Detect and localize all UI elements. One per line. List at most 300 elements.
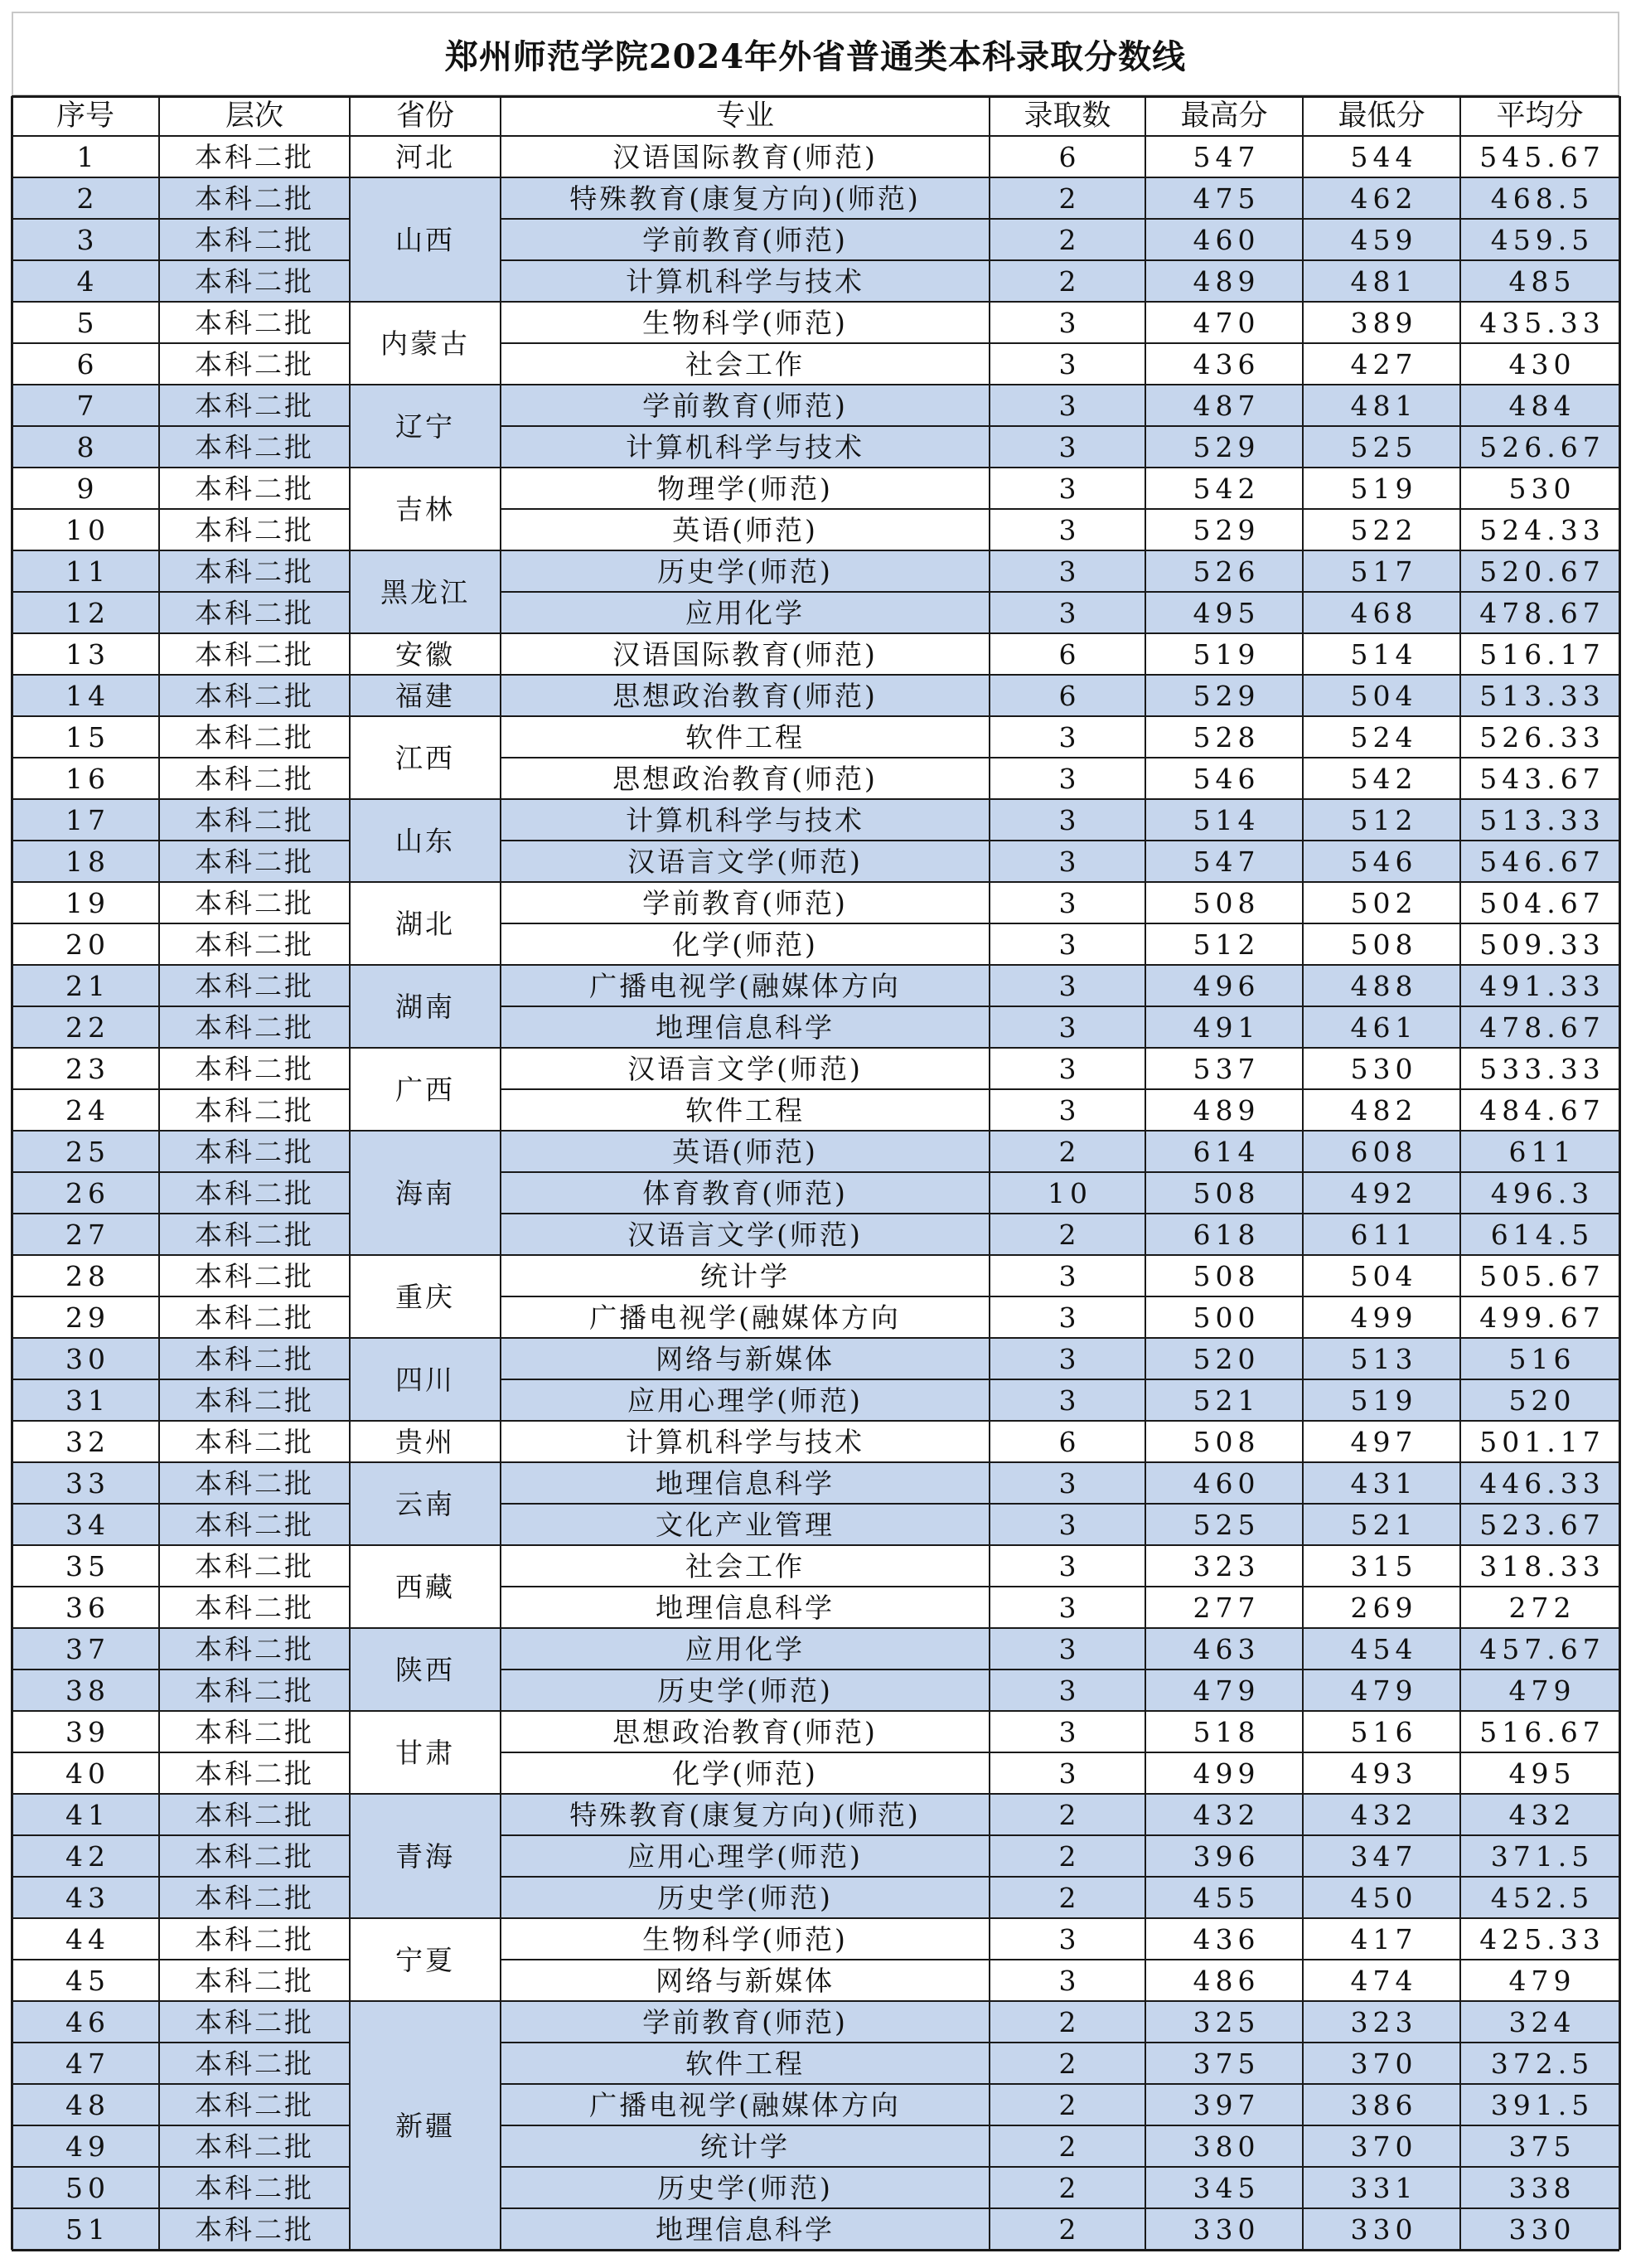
cell-avg-score: 516 [1460, 1338, 1619, 1379]
cell-max-score: 330 [1145, 2208, 1303, 2250]
cell-min-score: 468 [1303, 592, 1460, 633]
grid-line [501, 2125, 1619, 2126]
grid-line [12, 757, 350, 758]
header-min-score: 最低分 [1338, 99, 1425, 133]
cell-max-score: 489 [1145, 260, 1303, 302]
cell-level: 本科二批 [159, 1296, 350, 1338]
cell-min-score: 497 [1303, 1421, 1460, 1462]
cell-level: 本科二批 [159, 1131, 350, 1172]
cell-province: 湖南 [350, 965, 501, 1048]
grid-line [12, 1088, 350, 1090]
cell-admit-count: 2 [990, 2043, 1145, 2084]
cell-major: 学前教育(师范) [501, 385, 990, 426]
cell-admit-count: 2 [990, 219, 1145, 260]
cell-max-score: 529 [1145, 675, 1303, 716]
cell-major: 计算机科学与技术 [501, 1421, 990, 1462]
cell-avg-score: 485 [1460, 260, 1619, 302]
cell-level: 本科二批 [159, 550, 350, 592]
cell-min-score: 544 [1303, 136, 1460, 177]
cell-min-score: 347 [1303, 1835, 1460, 1877]
cell-max-score: 375 [1145, 2043, 1303, 2084]
grid-line [12, 259, 350, 261]
cell-level: 本科二批 [159, 426, 350, 468]
cell-province: 宁夏 [350, 1918, 501, 2001]
cell-seq: 29 [12, 1296, 159, 1338]
cell-province: 陕西 [350, 1628, 501, 1711]
cell-avg-score: 478.67 [1460, 592, 1619, 633]
grid-line [501, 259, 1619, 261]
cell-admit-count: 3 [990, 1048, 1145, 1089]
cell-admit-count: 3 [990, 343, 1145, 385]
page-title: 郑州师范学院2024年外省普通类本科录取分数线 [444, 36, 1187, 76]
grid-line [501, 840, 1619, 841]
cell-max-score: 277 [1145, 1587, 1303, 1628]
grid-line [12, 1213, 350, 1214]
cell-level: 本科二批 [159, 1960, 350, 2001]
cell-level: 本科二批 [159, 758, 350, 799]
cell-major: 思想政治教育(师范) [501, 675, 990, 716]
grid-line [12, 342, 350, 344]
cell-max-score: 542 [1145, 468, 1303, 509]
cell-admit-count: 2 [990, 2208, 1145, 2250]
grid-line [12, 1503, 350, 1505]
cell-seq: 1 [12, 136, 159, 177]
grid-line [12, 1586, 350, 1587]
cell-level: 本科二批 [159, 1794, 350, 1835]
cell-admit-count: 2 [990, 2125, 1145, 2167]
grid-line [1619, 96, 1621, 2250]
cell-major: 广播电视学(融媒体方向 [501, 2084, 990, 2125]
grid-line [12, 840, 350, 841]
cell-admit-count: 2 [990, 260, 1145, 302]
cell-max-score: 508 [1145, 882, 1303, 923]
cell-max-score: 345 [1145, 2167, 1303, 2208]
cell-avg-score: 425.33 [1460, 1918, 1619, 1960]
cell-max-score: 475 [1145, 177, 1303, 219]
cell-min-score: 504 [1303, 675, 1460, 716]
cell-seq: 15 [12, 716, 159, 758]
cell-admit-count: 3 [990, 841, 1145, 882]
cell-max-score: 529 [1145, 426, 1303, 468]
cell-max-score: 495 [1145, 592, 1303, 633]
cell-major: 应用化学 [501, 592, 990, 633]
cell-avg-score: 391.5 [1460, 2084, 1619, 2125]
grid-line [12, 2249, 1619, 2251]
cell-province: 辽宁 [350, 385, 501, 468]
cell-level: 本科二批 [159, 799, 350, 841]
grid-line [12, 467, 1619, 468]
grid-line [12, 1834, 350, 1836]
cell-min-score: 524 [1303, 716, 1460, 758]
cell-seq: 8 [12, 426, 159, 468]
cell-seq: 14 [12, 675, 159, 716]
cell-min-score: 542 [1303, 758, 1460, 799]
grid-line [349, 96, 351, 2250]
cell-avg-score: 457.67 [1460, 1628, 1619, 1670]
cell-avg-score: 318.33 [1460, 1545, 1619, 1587]
cell-avg-score: 330 [1460, 2208, 1619, 2250]
grid-line [12, 1959, 350, 1960]
cell-major: 历史学(师范) [501, 2167, 990, 2208]
cell-seq: 16 [12, 758, 159, 799]
cell-max-score: 528 [1145, 716, 1303, 758]
cell-seq: 7 [12, 385, 159, 426]
grid-line [12, 135, 1619, 137]
cell-min-score: 502 [1303, 882, 1460, 923]
cell-level: 本科二批 [159, 841, 350, 882]
cell-min-score: 315 [1303, 1545, 1460, 1587]
grid-line [12, 1254, 1619, 1256]
cell-level: 本科二批 [159, 592, 350, 633]
cell-admit-count: 3 [990, 385, 1145, 426]
cell-min-score: 519 [1303, 468, 1460, 509]
grid-line [12, 2166, 350, 2168]
cell-admit-count: 3 [990, 1255, 1145, 1296]
cell-avg-score: 459.5 [1460, 219, 1619, 260]
cell-level: 本科二批 [159, 2043, 350, 2084]
cell-major: 文化产业管理 [501, 1504, 990, 1545]
grid-line [12, 1710, 1619, 1712]
cell-max-score: 499 [1145, 1752, 1303, 1794]
cell-admit-count: 3 [990, 1504, 1145, 1545]
grid-line [12, 1420, 1619, 1422]
cell-avg-score: 505.67 [1460, 1255, 1619, 1296]
cell-level: 本科二批 [159, 1835, 350, 1877]
grid-line [1145, 96, 1146, 2250]
title-box [12, 12, 1619, 96]
grid-line [12, 550, 1619, 551]
grid-line [12, 95, 1619, 98]
cell-major: 统计学 [501, 2125, 990, 2167]
cell-admit-count: 3 [990, 1462, 1145, 1504]
cell-min-score: 269 [1303, 1587, 1460, 1628]
cell-level: 本科二批 [159, 1255, 350, 1296]
cell-major: 社会工作 [501, 343, 990, 385]
cell-seq: 42 [12, 1835, 159, 1877]
cell-level: 本科二批 [159, 1089, 350, 1131]
cell-admit-count: 2 [990, 1794, 1145, 1835]
cell-province: 山东 [350, 799, 501, 882]
cell-major: 应用化学 [501, 1628, 990, 1670]
cell-avg-score: 516.67 [1460, 1711, 1619, 1752]
cell-admit-count: 3 [990, 426, 1145, 468]
cell-level: 本科二批 [159, 965, 350, 1006]
cell-admit-count: 2 [990, 2167, 1145, 2208]
cell-seq: 34 [12, 1504, 159, 1545]
cell-level: 本科二批 [159, 2167, 350, 2208]
cell-avg-score: 484.67 [1460, 1089, 1619, 1131]
cell-seq: 9 [12, 468, 159, 509]
cell-province: 四川 [350, 1338, 501, 1421]
grid-line [501, 1586, 1619, 1587]
cell-major: 统计学 [501, 1255, 990, 1296]
cell-level: 本科二批 [159, 1877, 350, 1918]
cell-avg-score: 520 [1460, 1379, 1619, 1421]
cell-admit-count: 2 [990, 2001, 1145, 2043]
cell-admit-count: 3 [990, 1006, 1145, 1048]
cell-admit-count: 3 [990, 550, 1145, 592]
cell-max-score: 486 [1145, 1960, 1303, 2001]
grid-line [12, 881, 1619, 883]
cell-avg-score: 432 [1460, 1794, 1619, 1835]
cell-admit-count: 10 [990, 1172, 1145, 1214]
cell-seq: 13 [12, 633, 159, 675]
cell-max-score: 508 [1145, 1172, 1303, 1214]
cell-major: 汉语国际教育(师范) [501, 136, 990, 177]
grid-line [12, 2083, 350, 2085]
cell-min-score: 474 [1303, 1960, 1460, 2001]
cell-max-score: 546 [1145, 758, 1303, 799]
cell-major: 社会工作 [501, 1545, 990, 1587]
cell-province: 云南 [350, 1462, 501, 1545]
cell-min-score: 521 [1303, 1504, 1460, 1545]
cell-province: 福建 [350, 675, 501, 716]
grid-line [501, 2083, 1619, 2085]
cell-major: 计算机科学与技术 [501, 799, 990, 841]
cell-max-score: 521 [1145, 1379, 1303, 1421]
cell-admit-count: 3 [990, 302, 1145, 343]
cell-min-score: 514 [1303, 633, 1460, 675]
grid-line [12, 964, 1619, 966]
cell-major: 特殊教育(康复方向)(师范) [501, 1794, 990, 1835]
cell-seq: 27 [12, 1214, 159, 1255]
grid-line [12, 591, 350, 593]
cell-major: 特殊教育(康复方向)(师范) [501, 177, 990, 219]
cell-max-score: 526 [1145, 550, 1303, 592]
cell-level: 本科二批 [159, 1918, 350, 1960]
cell-max-score: 514 [1145, 799, 1303, 841]
cell-level: 本科二批 [159, 2084, 350, 2125]
cell-avg-score: 479 [1460, 1960, 1619, 2001]
cell-province: 江西 [350, 716, 501, 799]
grid-line [501, 1379, 1619, 1380]
cell-min-score: 493 [1303, 1752, 1460, 1794]
cell-level: 本科二批 [159, 1545, 350, 1587]
cell-seq: 40 [12, 1752, 159, 1794]
grid-line [12, 632, 1619, 634]
cell-max-score: 479 [1145, 1670, 1303, 1711]
cell-avg-score: 479 [1460, 1670, 1619, 1711]
cell-level: 本科二批 [159, 1338, 350, 1379]
cell-level: 本科二批 [159, 633, 350, 675]
cell-seq: 17 [12, 799, 159, 841]
cell-seq: 19 [12, 882, 159, 923]
cell-level: 本科二批 [159, 675, 350, 716]
cell-max-score: 397 [1145, 2084, 1303, 2125]
grid-line [12, 1669, 350, 1670]
cell-province: 吉林 [350, 468, 501, 550]
cell-seq: 23 [12, 1048, 159, 1089]
cell-major: 体育教育(师范) [501, 1172, 990, 1214]
cell-seq: 30 [12, 1338, 159, 1379]
cell-level: 本科二批 [159, 2208, 350, 2250]
grid-line [989, 96, 990, 2250]
cell-seq: 28 [12, 1255, 159, 1296]
cell-province: 贵州 [350, 1421, 501, 1462]
cell-major: 应用心理学(师范) [501, 1379, 990, 1421]
header-province: 省份 [395, 99, 454, 133]
cell-avg-score: 530 [1460, 468, 1619, 509]
grid-line [501, 218, 1619, 220]
grid-line [12, 1379, 350, 1380]
cell-avg-score: 611 [1460, 1131, 1619, 1172]
cell-seq: 4 [12, 260, 159, 302]
cell-level: 本科二批 [159, 260, 350, 302]
grid-line [501, 1669, 1619, 1670]
cell-avg-score: 545.67 [1460, 136, 1619, 177]
grid-line [12, 715, 1619, 717]
grid-line [12, 2125, 350, 2126]
cell-min-score: 427 [1303, 343, 1460, 385]
cell-avg-score: 484 [1460, 385, 1619, 426]
cell-avg-score: 435.33 [1460, 302, 1619, 343]
cell-admit-count: 3 [990, 1379, 1145, 1421]
grid-line [501, 342, 1619, 344]
cell-avg-score: 468.5 [1460, 177, 1619, 219]
cell-level: 本科二批 [159, 302, 350, 343]
cell-avg-score: 523.67 [1460, 1504, 1619, 1545]
cell-avg-score: 614.5 [1460, 1214, 1619, 1255]
cell-major: 学前教育(师范) [501, 219, 990, 260]
cell-level: 本科二批 [159, 1006, 350, 1048]
grid-line [501, 1213, 1619, 1214]
grid-line [12, 508, 350, 510]
cell-admit-count: 3 [990, 468, 1145, 509]
cell-admit-count: 3 [990, 965, 1145, 1006]
cell-major: 汉语国际教育(师范) [501, 633, 990, 675]
cell-min-score: 370 [1303, 2125, 1460, 2167]
cell-major: 软件工程 [501, 1089, 990, 1131]
cell-province: 甘肃 [350, 1711, 501, 1794]
cell-max-score: 518 [1145, 1711, 1303, 1752]
cell-major: 计算机科学与技术 [501, 426, 990, 468]
cell-avg-score: 543.67 [1460, 758, 1619, 799]
cell-level: 本科二批 [159, 219, 350, 260]
cell-major: 英语(师范) [501, 509, 990, 550]
cell-admit-count: 3 [990, 882, 1145, 923]
cell-seq: 43 [12, 1877, 159, 1918]
cell-seq: 3 [12, 219, 159, 260]
cell-min-score: 519 [1303, 1379, 1460, 1421]
cell-seq: 21 [12, 965, 159, 1006]
cell-max-score: 491 [1145, 1006, 1303, 1048]
cell-min-score: 417 [1303, 1918, 1460, 1960]
cell-avg-score: 496.3 [1460, 1172, 1619, 1214]
cell-admit-count: 3 [990, 1960, 1145, 2001]
cell-avg-score: 324 [1460, 2001, 1619, 2043]
cell-level: 本科二批 [159, 1379, 350, 1421]
cell-admit-count: 2 [990, 1835, 1145, 1877]
cell-seq: 50 [12, 2167, 159, 2208]
cell-seq: 38 [12, 1670, 159, 1711]
cell-min-score: 481 [1303, 260, 1460, 302]
cell-major: 化学(师范) [501, 923, 990, 965]
cell-admit-count: 3 [990, 509, 1145, 550]
cell-level: 本科二批 [159, 1172, 350, 1214]
cell-province: 重庆 [350, 1255, 501, 1338]
grid-line [500, 96, 501, 2250]
cell-max-score: 512 [1145, 923, 1303, 965]
cell-level: 本科二批 [159, 1462, 350, 1504]
grid-line [12, 1171, 350, 1173]
cell-min-score: 492 [1303, 1172, 1460, 1214]
cell-avg-score: 430 [1460, 343, 1619, 385]
grid-line [12, 798, 1619, 800]
cell-level: 本科二批 [159, 2125, 350, 2167]
cell-admit-count: 3 [990, 1918, 1145, 1960]
cell-min-score: 611 [1303, 1214, 1460, 1255]
grid-line [12, 1917, 1619, 1919]
cell-min-score: 488 [1303, 965, 1460, 1006]
cell-major: 学前教育(师范) [501, 882, 990, 923]
cell-min-score: 461 [1303, 1006, 1460, 1048]
grid-line [12, 301, 1619, 303]
cell-province: 湖北 [350, 882, 501, 965]
cell-major: 历史学(师范) [501, 550, 990, 592]
cell-avg-score: 509.33 [1460, 923, 1619, 965]
cell-max-score: 470 [1145, 302, 1303, 343]
cell-admit-count: 3 [990, 1089, 1145, 1131]
cell-major: 汉语言文学(师范) [501, 841, 990, 882]
grid-line [501, 1006, 1619, 1007]
grid-line [12, 384, 1619, 385]
grid-line [501, 1503, 1619, 1505]
grid-line [501, 1876, 1619, 1878]
cell-avg-score: 372.5 [1460, 2043, 1619, 2084]
cell-seq: 45 [12, 1960, 159, 2001]
header-level: 层次 [225, 99, 283, 133]
cell-max-score: 547 [1145, 841, 1303, 882]
cell-min-score: 513 [1303, 1338, 1460, 1379]
cell-seq: 35 [12, 1545, 159, 1587]
grid-line [1459, 96, 1461, 2250]
cell-min-score: 330 [1303, 2208, 1460, 2250]
cell-max-score: 380 [1145, 2125, 1303, 2167]
cell-major: 物理学(师范) [501, 468, 990, 509]
grid-line [12, 2000, 1619, 2002]
cell-max-score: 436 [1145, 343, 1303, 385]
cell-max-score: 529 [1145, 509, 1303, 550]
cell-max-score: 537 [1145, 1048, 1303, 1089]
cell-seq: 44 [12, 1918, 159, 1960]
cell-admit-count: 6 [990, 136, 1145, 177]
cell-seq: 5 [12, 302, 159, 343]
cell-seq: 18 [12, 841, 159, 882]
cell-admit-count: 2 [990, 1214, 1145, 1255]
cell-min-score: 450 [1303, 1877, 1460, 1918]
cell-level: 本科二批 [159, 923, 350, 965]
cell-province: 海南 [350, 1131, 501, 1255]
cell-max-score: 460 [1145, 1462, 1303, 1504]
cell-avg-score: 513.33 [1460, 675, 1619, 716]
cell-admit-count: 6 [990, 1421, 1145, 1462]
cell-avg-score: 546.67 [1460, 841, 1619, 882]
cell-min-score: 508 [1303, 923, 1460, 965]
cell-level: 本科二批 [159, 136, 350, 177]
cell-level: 本科二批 [159, 1752, 350, 1794]
cell-seq: 36 [12, 1587, 159, 1628]
cell-max-score: 460 [1145, 219, 1303, 260]
grid-line [501, 757, 1619, 758]
cell-admit-count: 2 [990, 1877, 1145, 1918]
header-avg-score: 平均分 [1496, 99, 1584, 133]
cell-province: 山西 [350, 177, 501, 302]
cell-major: 软件工程 [501, 716, 990, 758]
cell-major: 地理信息科学 [501, 1462, 990, 1504]
cell-major: 广播电视学(融媒体方向 [501, 965, 990, 1006]
cell-min-score: 481 [1303, 385, 1460, 426]
cell-seq: 33 [12, 1462, 159, 1504]
